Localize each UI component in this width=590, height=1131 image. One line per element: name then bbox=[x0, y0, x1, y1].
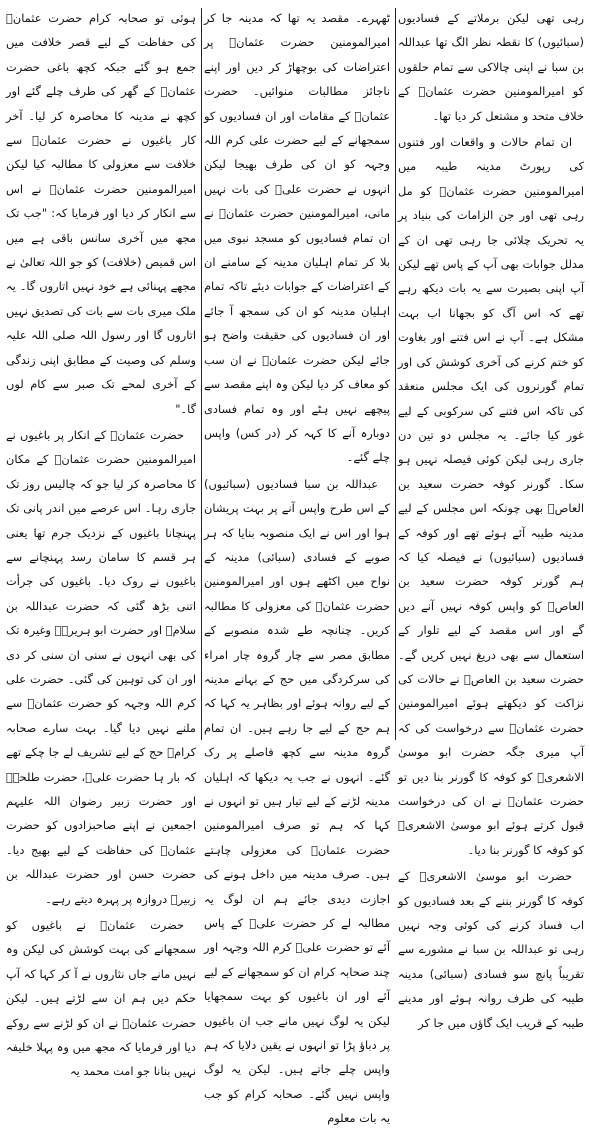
paragraph: حضرت عثمانؓ کے انکار پر باغیوں نے امیرالمومنین حضرت عثمانؓ کے مکان کا محاصرہ کر لیا جو کہ چالیس روز تک جاری رہا۔ اس عرصے میں اندر پانی تک پہنچانا باغیوں کے نزدیک جرم تھا یعنی ہر قسم کا سامان رسد پہنچانے سے باغیوں نے روک دیا۔ باغیوں کی جرأت اتنی بڑھ گئی کہ حضرت عبداللہ بن سلامؓ اور حضرت ابو ہریرہؓ وغیرہ تک کی بھی انہوں نے سنی ان سنی کر دی اور ان کی توہین کی گئی۔ حضرت علی کرم اللہ وجہہ کو حضرت عثمانؓ سے ملنے نہیں دیا گیا۔ بہت سارے صحابہ کرامؓ حج کے لیے تشریف لے جا چکے تھے کہ بار ہا حضرت علیؓ، حضرت طلحہؓ اور حضرت زبیر رضوان اللہ علیہم اجمعین نے اپنے صاحبزادوں کو حضرت عثمانؓ کی حفاظت کے لیے بھیج دیا۔ حضرت حسن اور حضرت عبداللہ بن زبیرؓ دروازہ پر پہرہ دیتے رہے۔ bbox=[6, 427, 196, 906]
column-divider bbox=[395, 8, 396, 740]
column-divider bbox=[201, 8, 202, 740]
paragraph: ہوئی تو صحابہ کرام حضرت عثمانؓ کی حفاظت کے لیے قصر خلافت میں جمع ہو گئے جبکہ کچھ باغی حضرت عثمانؓ کے گھر کی طرف چلے گئے اور کچھ نے مدینہ کا محاصرہ کر لیا۔ آخر کار باغیوں نے حضرت عثمانؓ سے خلافت سے معزولی کا مطالبہ کیا لیکن امیرالمومنین حضرت عثمانؓ نے اس سے انکار کر دیا اور فرمایا کہ: "جب تک مجھ میں آخری سانس باقی ہے میں اس قمیص (خلافت) کو جو اللہ تعالیٰ نے مجھے پہنائی ہے خود نہیں اتاروں گا۔ یہ ملک میری بات سے بات کی تصدیق نہیں اتاروں گا اور رسول اللہ صلی اللہ علیہ وسلم کی وصیت کے مطابق اپنی زندگی کے آخری لمحے تک صبر سے کام لوں گا۔" bbox=[6, 11, 196, 416]
column-right bbox=[398, 6, 584, 1030]
paragraph: رہی تھی لیکن برملاتے کے فسادیوں (سبائیوں) کا نقطہ نظر الگ تھا عبداللہ بن سبا نے اپنی چالاکی سے تمام حلقوں کو امیرالمومنین حضرت عثمانؓ کے خلاف متحد و مشتعل کر دیا تھا۔ bbox=[398, 11, 584, 123]
column-left bbox=[6, 6, 196, 1079]
paragraph: حضرت عثمانؓ نے باغیوں کو سمجھانے کی بہت کوشش کی لیکن وہ نہیں مانے جاں نثاروں نے آ کر کہا کہ آپ حکم دیں ہم ان سے لڑتے ہیں۔ لیکن حضرت عثمانؓ نے ان کو لڑنے سے روکے دیا اور فرمایا کہ مجھ میں وہ پہلا خلیفہ نہیں بنانا جو امت محمد یہ bbox=[6, 918, 196, 1079]
paragraph: ٹھہرے۔ مقصد یہ تھا کہ مدینہ جا کر امیرالمومنین حضرت عثمانؓ پر اعتراضات کی بوچھاڑ کر دیں اور اپنے ناجائز مطالبات منوائیں۔ حضرت عثمانؓ کے مقامات اور ان فسادیوں کو سمجھانے کے لیے حضرت علی کرم اللہ وجہہ کو ان کی طرف بھیجا لیکن انہوں نے حضرت علیؓ کی بات نہیں مانی، امیرالمومنین حضرت عثمانؓ نے ان تمام فسادیوں کو مسجد نبوی میں بلا کر تمام اہلیان مدینہ کے سامنے ان کے اعتراضات کے جوابات دیئے تاکہ تمام اہلیان مدینہ کو ان کی سمجھ آ جائے اور ان فسادیوں کی حقیقت واضح ہو جائے لیکن حضرت عثمانؓ نے ان سب کو معاف کر دیا لیکن وہ اپنے مقصد سے پیچھے نہیں ہٹے اور وہ تمام فسادی دوبارہ آنے کا کہہ کر (در کس) واپس چلے گئے۔ bbox=[204, 11, 390, 465]
paragraph: ان تمام حالات و واقعات اور فتنوں کی رپورٹ مدینہ طیبہ میں امیرالمومنین حضرت عثمانؓ کو مل رہی تھی اور جن الزامات کی بنیاد پر یہ تحریک چلائی جا رہی تھی ان کے مدلل جوابات بھی آپ کے پاس تھے لیکن آپ اپنی بصیرت سے یہ بات دیکھ رہے تھے کہ اس آگ کو بجھانا اب بہت مشکل ہے۔ آپ نے اس فتنے اور بغاوت کو ختم کرنے کی آخری کوشش کی اور تمام گورنروں کی ایک مجلس منعقد کی تاکہ اس فتنے کی سرکوبی کے لیے غور کیا جائے۔ یہ مجلس دو تین دن جاری رہی لیکن کوئی فیصلہ نہیں ہو سکا۔ گورنر کوفہ حضرت سعید بن العاصؓ بھی چونکہ اس مجلس کے لیے مدینہ طیبہ آئے ہوئے تھے اور کوفہ کے فسادیوں (سبائیوں) نے فیصلہ کیا کہ ہم گورنر کوفہ حضرت سعید بن العاصؓ کو واپس کوفہ نہیں آنے دیں گے اور اس مقصد کے لیے تلوار کے استعمال سے بھی دریغ نہیں کریں گے۔ حضرت سعید بن العاصؓ نے حالات کی نزاکت کو دیکھتے ہوئے امیرالمومنین حضرت عثمانؓ سے درخواست کی کہ آپ میری جگہ حضرت ابو موسیٰ الاشعریؓ کو کوفہ کا گورنر بنا دیں تو حضرت عثمانؓ نے ان کی درخواست قبول کرتے ہوئے ابو موسیٰ الاشعریؓ کو کوفہ کا گورنر بنا دیا۔ bbox=[398, 135, 584, 857]
paragraph: عبداللہ بن سبا فسادیوں (سبائیوں) کے اس طرح واپس آنے پر بہت پریشان ہوا اور اس نے ایک منصوبہ بنایا کہ ہر صوبے کے فسادی (سبائی) مدینہ کے نواح میں اکٹھے ہوں اور امیرالمومنین حضرت عثمانؓ کی معزولی کا مطالبہ کریں۔ چنانچہ طے شدہ منصوبے کے مطابق مصر سے چار گروہ چار امراء کی سرکردگی میں حج کے بہانے مدینہ کے لیے روانہ ہوئے اور بظاہر یہ کہا کہ ہم حج کے لیے جا رہے ہیں۔ ان تمام گروہ مدینہ سے کچھ فاصلے پر رک گئے۔ انہوں نے جب یہ دیکھا کہ اہلیان مدینہ لڑنے کے لیے تیار ہیں تو انہوں نے کہا کہ ہم تو صرف امیرالمومنین حضرت عثمانؓ کی معزولی چاہتے ہیں۔ صرف مدینہ میں داخل ہونے کی اجازت دیدی جائے ہم ان لوگ یہ مطالبہ لے کر حضرت علیؓ کے پاس آئے تو حضرت علیؓ کرم اللہ وجہہ اور چند صحابہ کرام ان کو سمجھانے کے لیے آئے اور ان باغیوں کو بہت سمجھایا لیکن یہ لوگ نہیں مانے جب ان باغیوں پر دباؤ پڑا تو انہوں نے یقین دلایا کہ ہم واپس چلے جاتے ہیں۔ لیکن یہ لوگ واپس نہیں گئے۔ صحابہ کرام کو جب یہ بات معلوم bbox=[204, 476, 390, 1126]
paragraph: حضرت ابو موسیٰ الاشعریؓ کے کوفہ کا گورنر بننے کے بعد فسادیوں کو اب فساد کرنے کی کوئی وجہ نہیں رہی تو عبداللہ بن سبا نے مشورے سے تقریباً پانچ سو فسادی (سبائی) مدینہ طیبہ کی طرف روانہ ہوئے اور مدینے طیبہ کے قریب ایک گاؤں میں جا کر bbox=[398, 869, 584, 1030]
column-middle bbox=[204, 6, 390, 1126]
